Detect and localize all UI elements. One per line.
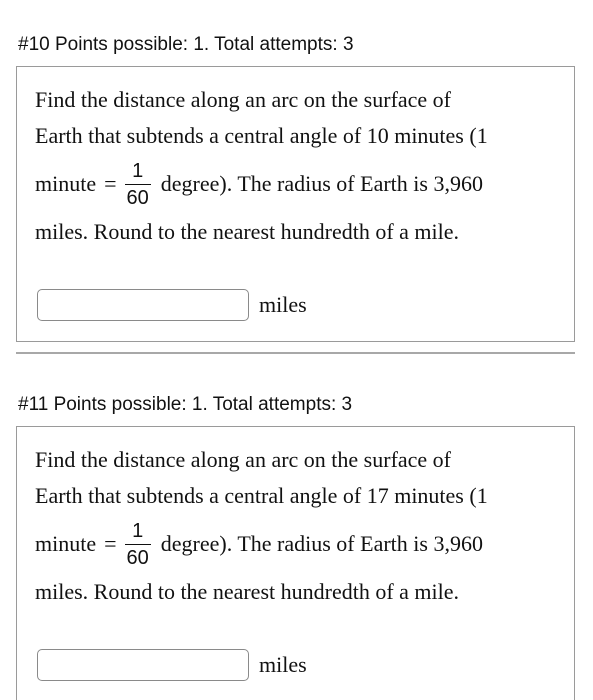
question-10-fraction-numerator: 1 [132,159,144,182]
question-11-fraction [125,521,151,568]
question-10-line-3-rest: degree). The radius of Earth is 3,960 [160,171,483,196]
question-10-line-3 [35,155,483,213]
question-11-line-4: miles. Round to the nearest hundredth of a mile. [35,579,460,604]
question-11-unit-label: miles [259,652,307,677]
question-10-line-1: Find the distance along an arc on the surface of [35,87,452,112]
question-10-fraction [125,161,151,208]
question-11-answer-row [37,649,307,681]
question-10-minute-word: minute [35,171,97,196]
question-separator [16,352,575,354]
question-10-box [16,66,575,342]
question-10-answer-input[interactable] [37,289,249,321]
question-10-fraction-denominator: 60 [126,186,149,209]
question-11-line-3-rest: degree). The radius of Earth is 3,960 [160,531,483,556]
question-11-minute-word: minute [35,531,97,556]
question-11-equals-sign: = [104,531,117,556]
question-11-line-1: Find the distance along an arc on the surface of [35,447,452,472]
question-10-line-2: Earth that subtends a central angle of 10 minutes (1 [35,123,488,148]
question-11-fraction-numerator: 1 [132,519,144,542]
question-11-answer-input[interactable] [37,649,249,681]
question-10-header: #10 Points possible: 1. Total attempts: 3 [18,34,354,55]
question-10-answer-row [37,289,307,321]
question-11-line-2: Earth that subtends a central angle of 17 minutes (1 [35,483,488,508]
question-11-header: #11 Points possible: 1. Total attempts: 3 [18,394,353,415]
question-10-equals-sign: = [104,171,117,196]
question-10-unit-label: miles [259,292,307,317]
question-10-line-4: miles. Round to the nearest hundredth of a mile. [35,219,460,244]
question-11-line-3 [35,515,483,573]
question-11-box [16,426,575,700]
question-11-fraction-denominator: 60 [126,546,149,569]
